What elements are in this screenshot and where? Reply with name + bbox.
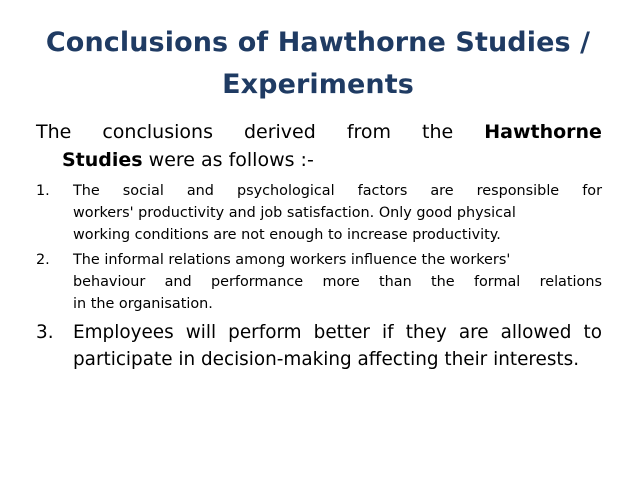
list-item-number: 2. xyxy=(36,252,50,268)
list-word: psychological xyxy=(236,183,335,199)
list-word: and xyxy=(164,274,192,290)
list-word: than xyxy=(379,274,412,290)
list-item-line xyxy=(73,180,602,202)
list-word: The xyxy=(73,183,100,199)
list-item-line xyxy=(73,319,602,346)
intro-rest: were as follows :- xyxy=(142,149,314,171)
list-item-line: working conditions are not enough to increase productivity. xyxy=(73,227,501,243)
intro-paragraph xyxy=(36,118,602,174)
list-word: responsible xyxy=(476,183,560,199)
slide-title-line-1: Conclusions of Hawthorne Studies / xyxy=(45,27,591,58)
intro-bold-studies: Studies xyxy=(62,149,143,171)
list-item-line xyxy=(73,271,602,293)
intro-word: from xyxy=(346,121,392,143)
list-word: social xyxy=(122,183,164,199)
intro-word: conclusions xyxy=(102,121,213,143)
list-word: they xyxy=(405,322,447,343)
intro-word: The xyxy=(36,121,72,143)
list-word: for xyxy=(582,183,602,199)
slide-title xyxy=(38,22,598,106)
list-word: will xyxy=(185,322,217,343)
list-word: perform xyxy=(228,322,302,343)
list-item-line: in the organisation. xyxy=(73,296,213,312)
intro-bold-hawthorne: Hawthorne xyxy=(484,121,602,143)
list-word: allowed xyxy=(500,322,572,343)
list-item xyxy=(36,180,602,246)
list-word: the xyxy=(431,274,455,290)
conclusions-list xyxy=(36,180,602,373)
list-item-line: workers' productivity and job satisfaction. Only good physical xyxy=(73,205,516,221)
list-item-line: The informal relations among workers influence the workers' xyxy=(73,252,511,268)
slide-title-line-2: Experiments xyxy=(222,69,414,100)
list-item-line: participate in decision-making affecting their interests. xyxy=(73,349,580,370)
intro-line-2 xyxy=(36,146,602,174)
list-item xyxy=(36,249,602,315)
list-word: are xyxy=(458,322,489,343)
intro-line-1 xyxy=(36,118,602,146)
list-word: factors xyxy=(357,183,408,199)
list-word: and xyxy=(186,183,214,199)
list-word: formal xyxy=(473,274,521,290)
list-word: better xyxy=(313,322,370,343)
list-word: if xyxy=(382,322,394,343)
list-word: are xyxy=(430,183,454,199)
list-word: to xyxy=(583,322,602,343)
list-item xyxy=(36,319,602,373)
list-word: relations xyxy=(539,274,602,290)
list-word: performance xyxy=(210,274,304,290)
list-word: Employees xyxy=(73,322,174,343)
intro-word: the xyxy=(422,121,454,143)
list-item-number: 1. xyxy=(36,183,50,199)
intro-word: derived xyxy=(243,121,316,143)
list-word: behaviour xyxy=(73,274,146,290)
list-item-number: 3. xyxy=(36,322,54,343)
list-word: more xyxy=(322,274,360,290)
